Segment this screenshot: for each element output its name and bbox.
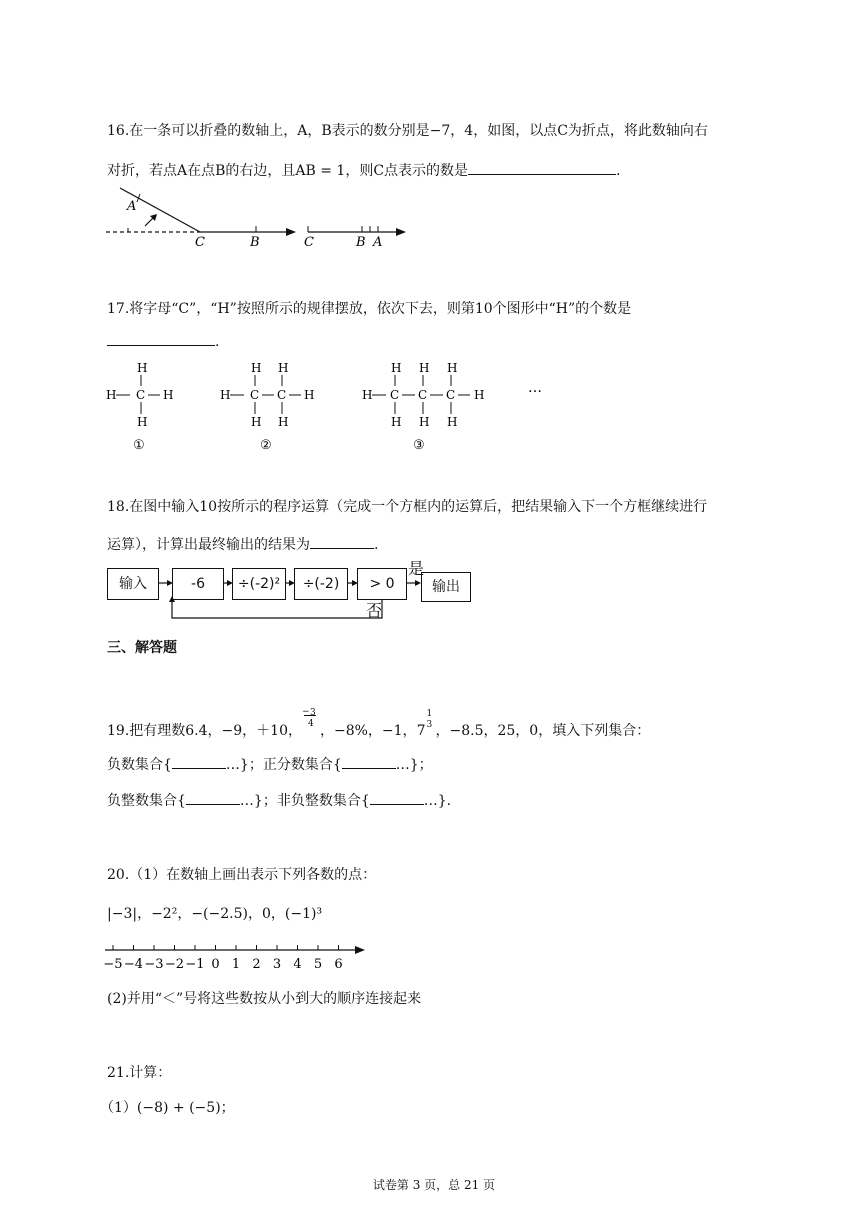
q17-answer-blank (107, 345, 215, 346)
negative-integer-set-label: 负整数集合{ (107, 793, 186, 809)
nonnegative-integer-set-blank (370, 804, 424, 805)
q16-label-C-right: C (304, 235, 314, 250)
q18-line2 (107, 534, 378, 554)
q16-folded-number-line-figure (100, 180, 420, 255)
q19-sets-line2 (107, 790, 451, 810)
q21-line1: 21.计算： (107, 1065, 172, 1081)
q20-tick-label: −5 (103, 957, 123, 972)
q20-tick-label: 0 (211, 957, 220, 972)
atom-h: H (278, 415, 289, 429)
q16-label-B-right: B (356, 235, 366, 250)
q17-label-2: ② (260, 438, 272, 453)
q17-molecule-figures (100, 360, 560, 455)
flow-op2-box: ÷(-2)² (232, 568, 286, 600)
atom-h: H (474, 388, 485, 402)
atom-c: C (418, 388, 428, 402)
q18-line1: 18.在图中输入10按所示的程序运算（完成一个方框内的运算后，把结果输入下一个方框继续进行 (107, 499, 708, 515)
q20-line2: (2)并用“＜”号将这些数按从小到大的顺序连接起来 (107, 991, 422, 1007)
q19-mixed-fraction (425, 709, 435, 735)
q19-middle: ，−8%，−1， (319, 723, 417, 739)
atom-h: H (251, 415, 262, 429)
q20-tick-label: 5 (313, 957, 323, 972)
q16-answer-blank (468, 174, 616, 175)
q16-line2 (107, 160, 621, 180)
flow-op3-box: ÷(-2) (294, 568, 348, 600)
q17-figure-3 (362, 361, 484, 453)
atom-h: H (163, 388, 174, 402)
flow-output-box: 输出 (421, 572, 471, 602)
atom-c: C (250, 388, 260, 402)
q18-line2-text: 运算），计算出最终输出的结果为 (107, 537, 310, 553)
flow-yes-label: 是 (408, 559, 425, 578)
section-3-heading: 三、解答题 (107, 640, 177, 656)
q17-line1: 17.将字母“C”，“H”按照所示的规律摆放，依次下去，则第10个图形中“H”的个数是 (107, 301, 632, 317)
q20-line1: 20.（1）在数轴上画出表示下列各数的点： (107, 867, 377, 883)
negative-set-blank (172, 768, 226, 769)
q20-ticks (103, 945, 342, 972)
q19-fraction (301, 707, 320, 735)
atom-h: H (419, 415, 430, 429)
flow-no-label: 否 (366, 601, 383, 620)
negative-integer-set-blank (186, 804, 240, 805)
q18-answer-blank (310, 548, 374, 549)
q17-figure-2 (220, 361, 314, 453)
q19-mixed-den: 3 (426, 720, 433, 730)
q19-frac-num: 3 (309, 708, 316, 718)
sets-line2-end: …}. (423, 793, 452, 809)
q21-part1: （1）(−8) + (−5)； (100, 1100, 235, 1116)
q17-line2-end: . (215, 334, 220, 350)
q19-frac-sign: − (301, 707, 310, 717)
atom-c: C (136, 388, 146, 402)
q17-label-1: ① (133, 438, 145, 453)
q20-number-line (103, 938, 373, 974)
atom-h: H (278, 361, 289, 375)
q19-sets-line1 (107, 754, 433, 774)
atom-h: H (447, 361, 458, 375)
q16-line1: 16.在一条可以折叠的数轴上，A，B表示的数分别是−7，4，如图，以点C为折点，将此数轴向右 (107, 123, 708, 139)
q19-line1 (107, 707, 651, 740)
negative-set-label: 负数集合{ (107, 757, 172, 773)
q20-tick-label: −1 (185, 957, 205, 972)
q16-label-A-right: A (373, 235, 383, 250)
q16-label-A-left: A (127, 199, 137, 214)
q20-tick-label: 4 (293, 957, 302, 972)
flow-input-box: 输入 (107, 568, 159, 600)
q20-values: |−3|，−2²，−(−2.5)，0，(−1)³ (107, 906, 323, 922)
q19-frac-bar (304, 715, 316, 716)
q20-tick-label: −2 (164, 957, 185, 972)
q17-figure-1 (106, 361, 173, 453)
q20-tick-label: 2 (252, 957, 261, 972)
q17-line2 (107, 334, 219, 350)
atom-h: H (362, 388, 373, 402)
atom-h: H (304, 388, 315, 402)
atom-h: H (447, 415, 458, 429)
q19-frac-den: 4 (307, 719, 314, 729)
q16-line2-end: . (616, 163, 621, 179)
q17-label-3: ③ (413, 438, 425, 453)
q20-tick-label: 3 (272, 957, 282, 972)
q19-prefix: 19.把有理数6.4，−9，＋10， (107, 723, 302, 739)
q20-tick-label: 1 (231, 957, 241, 972)
flow-arrows (100, 560, 480, 630)
atom-h: H (137, 415, 148, 429)
atom-h: H (391, 415, 402, 429)
sets-line1-end: …}； (395, 757, 433, 773)
positive-fraction-set-label: …}；正分数集合{ (225, 757, 342, 773)
q16-label-B-left: B (250, 235, 260, 250)
nonnegative-integer-set-label: …}；非负整数集合{ (239, 793, 370, 809)
q19-mixed-num: 1 (426, 709, 433, 719)
q18-line2-end: . (374, 537, 379, 553)
atom-h: H (251, 361, 262, 375)
flow-op1-box: -6 (172, 568, 224, 600)
atom-c: C (446, 388, 456, 402)
positive-fraction-set-blank (342, 768, 396, 769)
q19-mixed-whole: 7 (416, 723, 426, 739)
flow-condition-box: > 0 (357, 568, 407, 600)
atom-c: C (390, 388, 400, 402)
q20-tick-label: 6 (334, 957, 343, 972)
atom-h: H (391, 361, 402, 375)
atom-c: C (277, 388, 287, 402)
q20-tick-label: −3 (144, 957, 164, 972)
q19-suffix: ，−8.5，25，0，填入下列集合： (435, 723, 651, 739)
page-footer: 试卷第 3 页，总 21 页 (372, 1178, 496, 1192)
atom-h: H (220, 388, 231, 402)
q20-tick-label: −4 (123, 957, 144, 972)
atom-h: H (106, 388, 117, 402)
atom-h: H (137, 361, 148, 375)
q17-ellipsis: … (528, 380, 542, 396)
q16-label-C-left: C (195, 235, 205, 250)
q16-line2-text: 对折，若点A在点B的右边，且AB = 1，则C点表示的数是 (107, 163, 469, 179)
atom-h: H (419, 361, 430, 375)
